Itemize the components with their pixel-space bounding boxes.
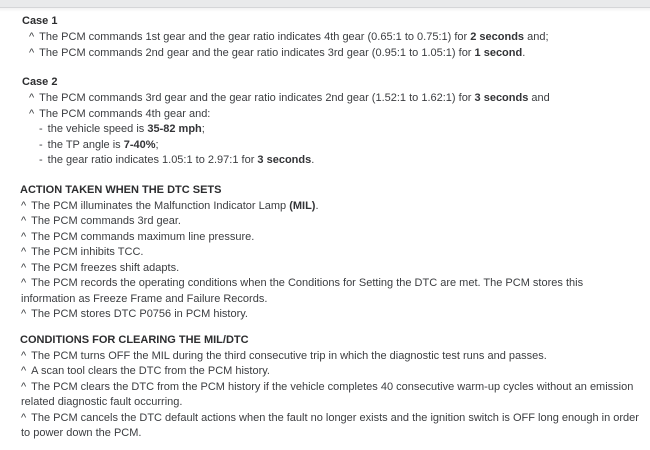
list-item-text: the gear ratio indicates 1.05:1 to 2.97:1 for 3 seconds. xyxy=(47,154,315,166)
caret-bullet-icon: ^ xyxy=(29,31,35,43)
list-item xyxy=(21,364,640,380)
list-item-text: The PCM commands 1st gear and the gear ratio indicates 4th gear (0.65:1 to 0.75:1) for 2 seconds and; xyxy=(39,31,549,43)
conditions-clearing-heading: CONDITIONS FOR CLEARING THE MIL/DTC xyxy=(20,333,249,346)
caret-bullet-icon: ^ xyxy=(21,411,27,424)
list-item-text: The PCM commands 2nd gear and the gear ratio indicates 3rd gear (0.95:1 to 1.05:1) for 1 second. xyxy=(39,46,526,59)
list-item xyxy=(21,307,640,323)
caret-bullet-icon: ^ xyxy=(29,107,35,120)
list-item-text: The PCM clears the DTC from the PCM history if the vehicle completes 40 consecutive warm-up cycles without an emission related diagnostic fault occurring. xyxy=(21,380,634,408)
case-1-heading: Case 1 xyxy=(22,15,58,27)
section-case-2 xyxy=(20,74,640,169)
caret-bullet-icon: ^ xyxy=(21,215,27,227)
sub-list-item xyxy=(39,122,640,138)
list-item xyxy=(29,107,640,123)
list-item xyxy=(21,230,640,246)
list-item-text: The PCM commands 3rd gear and the gear ratio indicates 2nd gear (1.52:1 to 1.62:1) for 3 seconds and xyxy=(39,92,550,104)
caret-bullet-icon: ^ xyxy=(21,230,27,243)
case-2-heading: Case 2 xyxy=(22,76,58,88)
list-item-text: The PCM records the operating conditions when the Conditions for Setting the DTC are met. The PCM stores this information as Freeze Frame and Failure Records. xyxy=(21,277,584,305)
section-case-1 xyxy=(20,13,640,61)
list-item-text: The PCM illuminates the Malfunction Indicator Lamp (MIL). xyxy=(31,199,319,212)
list-item-text: The PCM cancels the DTC default actions when the fault no longer exists and the ignition switch is OFF long enough in order to power down the PCM. xyxy=(21,411,639,439)
list-item xyxy=(29,46,640,62)
sub-list-item xyxy=(39,138,640,154)
caret-bullet-icon: ^ xyxy=(21,199,27,212)
section-action-taken xyxy=(20,182,640,323)
dash-bullet-icon: - xyxy=(39,138,43,151)
page-top-bar xyxy=(0,0,650,8)
list-item xyxy=(21,349,640,365)
list-item-text: The PCM commands 3rd gear. xyxy=(31,215,181,227)
caret-bullet-icon: ^ xyxy=(21,261,27,274)
list-item-text: the vehicle speed is 35-82 mph; xyxy=(47,123,205,135)
sub-list-item xyxy=(39,153,640,169)
list-item xyxy=(21,380,640,411)
caret-bullet-icon: ^ xyxy=(21,277,27,289)
list-item-text: The PCM commands 4th gear and: xyxy=(39,107,211,120)
list-item xyxy=(29,91,640,107)
list-item-text: The PCM stores DTC P0756 in PCM history. xyxy=(31,308,248,320)
list-item xyxy=(21,199,640,215)
caret-bullet-icon: ^ xyxy=(21,246,27,258)
caret-bullet-icon: ^ xyxy=(29,92,35,104)
document-body xyxy=(0,12,650,442)
list-item xyxy=(29,30,640,46)
list-item-text: A scan tool clears the DTC from the PCM history. xyxy=(31,365,270,377)
caret-bullet-icon: ^ xyxy=(21,380,27,393)
list-item xyxy=(21,261,640,277)
list-item-text: The PCM inhibits TCC. xyxy=(31,246,144,258)
list-item xyxy=(21,214,640,230)
list-item-text: The PCM freezes shift adapts. xyxy=(31,261,180,274)
dash-bullet-icon: - xyxy=(39,123,43,135)
caret-bullet-icon: ^ xyxy=(21,308,27,320)
list-item-text: The PCM turns OFF the MIL during the third consecutive trip in which the diagnostic test runs and passes. xyxy=(31,349,547,362)
section-conditions-clearing xyxy=(20,332,640,442)
list-item-text: The PCM commands maximum line pressure. xyxy=(31,230,255,243)
action-taken-heading: ACTION TAKEN WHEN THE DTC SETS xyxy=(20,183,222,196)
caret-bullet-icon: ^ xyxy=(21,349,27,362)
caret-bullet-icon: ^ xyxy=(29,46,35,59)
list-item xyxy=(21,276,640,307)
list-item xyxy=(21,245,640,261)
list-item xyxy=(21,411,640,442)
list-item-text: the TP angle is 7-40%; xyxy=(47,138,159,151)
dash-bullet-icon: - xyxy=(39,154,43,166)
caret-bullet-icon: ^ xyxy=(21,365,27,377)
